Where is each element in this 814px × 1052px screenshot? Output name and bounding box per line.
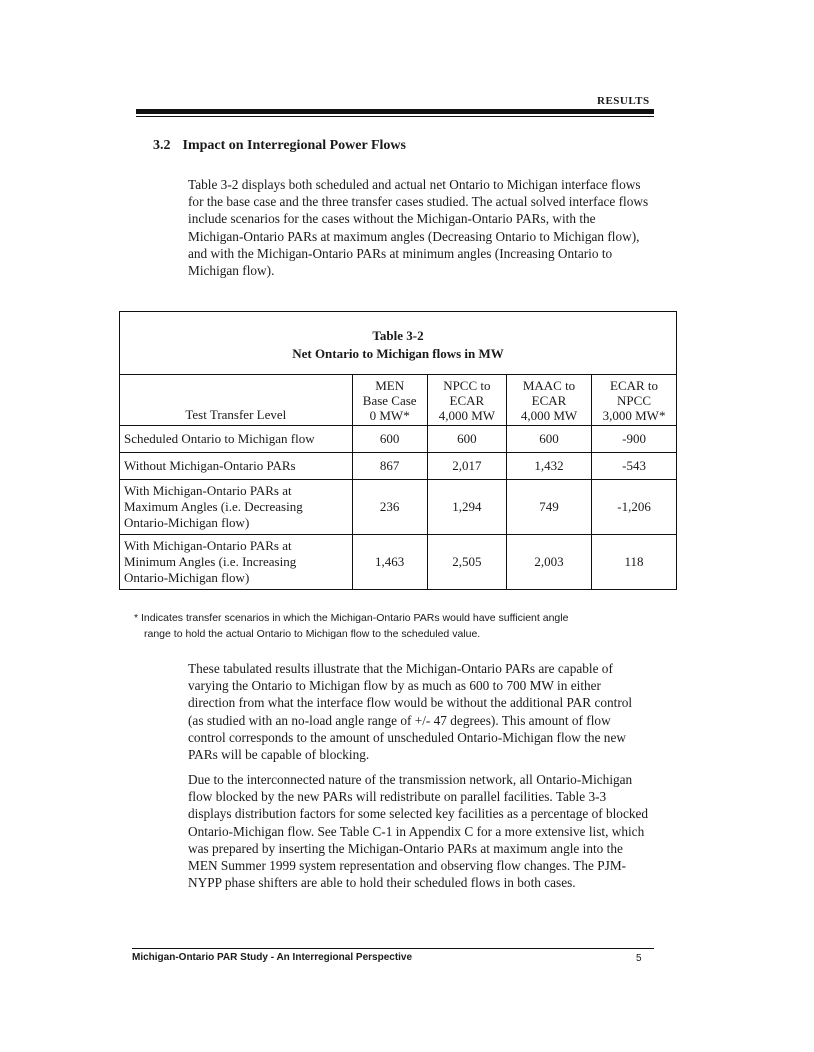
row-label [120, 480, 353, 535]
table-row [120, 480, 677, 535]
table-header-row [120, 375, 677, 426]
page-number: 5 [636, 953, 642, 964]
row-label-line: Maximum Angles (i.e. Decreasing [124, 499, 303, 514]
table-title: Net Ontario to Michigan flows in MW [292, 346, 504, 361]
paragraph-intro: Table 3-2 displays both scheduled and actual net Ontario to Michigan interface flows for the base case and the three transfer cases studied. The actual solved interface flows include scenarios for the cases without the Michigan-Ontario PARs, with the Michigan-Ontario PARs at maximum angles (Decreasing Ontario to Michigan flow), and with the Michigan-Ontario PARs at minimum angles (Increasing Ontario to Michigan flow). [188, 177, 649, 279]
table-cell: 2,003 [506, 535, 591, 590]
table-cell: 1,432 [506, 453, 591, 480]
header-line: ECAR to [610, 378, 659, 393]
row-label: Without Michigan-Ontario PARs [120, 453, 353, 480]
header-line: ECAR [531, 393, 567, 408]
section-heading [153, 138, 406, 154]
row-label: Scheduled Ontario to Michigan flow [120, 426, 353, 453]
footer-rule [132, 948, 654, 949]
table-caption-row [120, 312, 677, 375]
column-header [592, 375, 677, 426]
header-line: 0 MW* [369, 408, 410, 423]
header-line: MAAC to [522, 378, 576, 393]
footer-title: Michigan-Ontario PAR Study - An Interregional Perspective [132, 952, 413, 963]
table-cell: 236 [352, 480, 427, 535]
header-line: NPCC to [443, 378, 491, 393]
table-cell: 600 [506, 426, 591, 453]
table-number: Table 3-2 [372, 328, 424, 343]
row-label [120, 535, 353, 590]
row-label-line: Ontario-Michigan flow) [124, 570, 250, 585]
row-label-line: With Michigan-Ontario PARs at [124, 483, 292, 498]
table-cell: 2,017 [427, 453, 506, 480]
table-cell: -900 [592, 426, 677, 453]
header-line: 4,000 MW [520, 408, 578, 423]
header-line: MEN [375, 378, 405, 393]
column-header: Test Transfer Level [120, 375, 353, 426]
table-cell: 1,463 [352, 535, 427, 590]
table-cell: 749 [506, 480, 591, 535]
header-rule-thick [136, 109, 654, 114]
section-number: 3.2 [153, 138, 171, 153]
table-cell: -1,206 [592, 480, 677, 535]
header-rule-thin [136, 116, 654, 117]
footnote-line: range to hold the actual Ontario to Michigan flow to the scheduled value. [144, 628, 481, 640]
table-cell: 867 [352, 453, 427, 480]
table-cell: -543 [592, 453, 677, 480]
column-header [506, 375, 591, 426]
running-header: RESULTS [597, 95, 650, 107]
paragraph-results: These tabulated results illustrate that the Michigan-Ontario PARs are capable of varying the Ontario to Michigan flow by as much as 600 to 700 MW in either direction from what the interface flow would be without the additional PAR control (as studied with an no-load angle range of +/- 47 degrees). This amount of flow control corresponds to the amount of unscheduled Ontario-Michigan flow the new PARs will be capable of blocking. [188, 661, 633, 763]
header-line: 3,000 MW* [602, 408, 666, 423]
header-line: Base Case [362, 393, 417, 408]
table-caption [120, 312, 677, 375]
table-row [120, 535, 677, 590]
row-label-line: With Michigan-Ontario PARs at [124, 538, 292, 553]
row-label-line: Ontario-Michigan flow) [124, 515, 250, 530]
table-footnote [134, 610, 654, 642]
row-label-line: Minimum Angles (i.e. Increasing [124, 554, 297, 569]
table-cell: 600 [427, 426, 506, 453]
footnote-line: * Indicates transfer scenarios in which the Michigan-Ontario PARs would have sufficient angle [134, 612, 569, 624]
header-line: ECAR [449, 393, 485, 408]
column-header [352, 375, 427, 426]
table-row [120, 453, 677, 480]
column-header [427, 375, 506, 426]
table-cell: 2,505 [427, 535, 506, 590]
table-cell: 118 [592, 535, 677, 590]
section-title-text: Impact on Interregional Power Flows [182, 138, 406, 153]
table-cell: 1,294 [427, 480, 506, 535]
table-cell: 600 [352, 426, 427, 453]
flows-table [119, 311, 677, 590]
header-line: 4,000 MW [438, 408, 496, 423]
paragraph-distribution: Due to the interconnected nature of the transmission network, all Ontario-Michigan flow blocked by the new PARs will redistribute on parallel facilities. Table 3-3 displays distribution factors for some selected key facilities as a percentage of blocked Ontario-Michigan flow. See Table C-1 in Appendix C for a more extensive list, which was prepared by inserting the Michigan-Ontario PARs at maximum angle into the MEN Summer 1999 system representation and observing flow changes. The PJM-NYPP phase shifters are able to hold their scheduled flows in both cases. [188, 772, 649, 891]
table-row [120, 426, 677, 453]
header-line: NPCC [617, 393, 652, 408]
